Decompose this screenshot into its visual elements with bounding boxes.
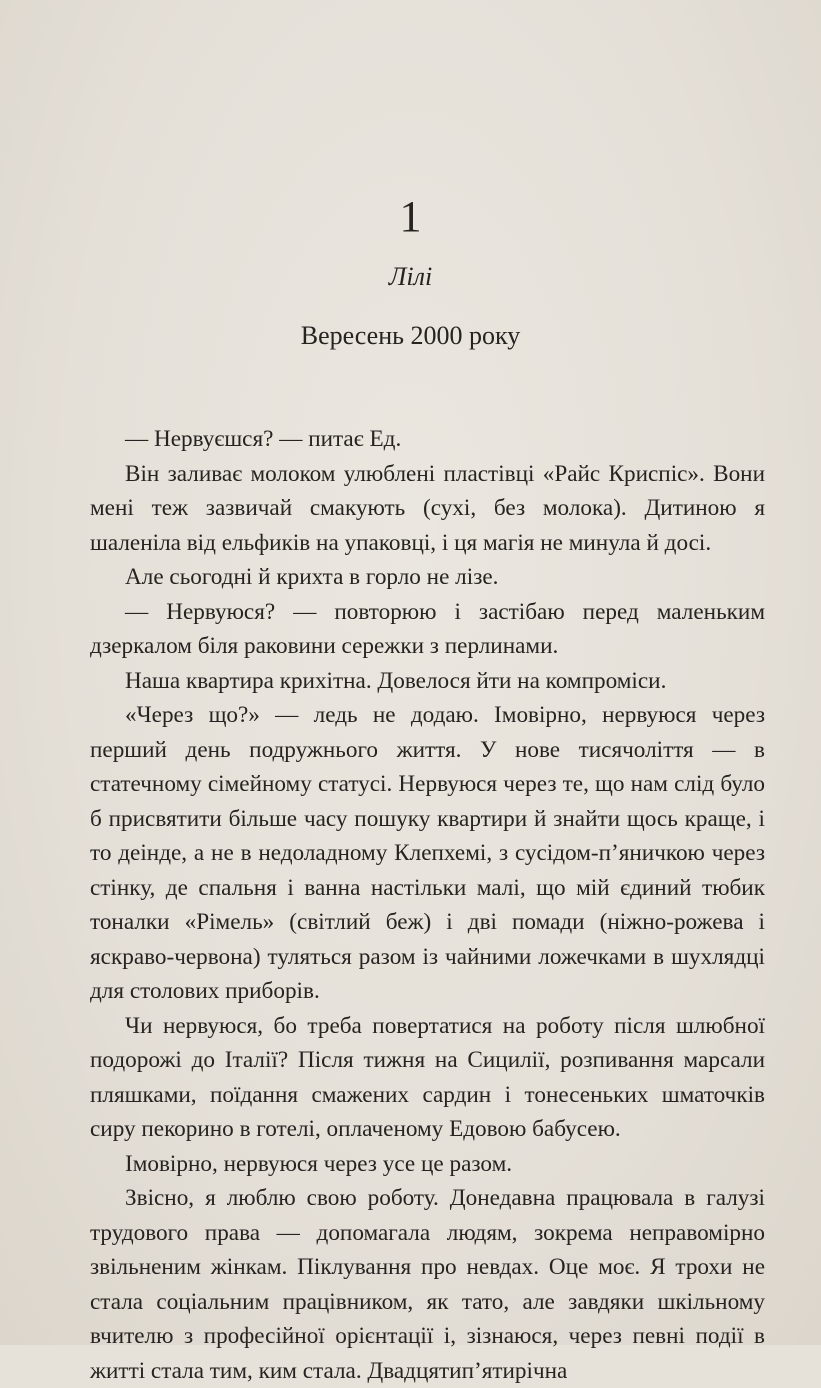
paragraph: Він заливає молоком улюблені пластівці «Райс Криспіс». Вони мені теж зазвичай смакують (сухі, без молока). Дитиною я шаленіла від ельфиків на упаковці, і ця магія не минула й досі. (90, 460, 765, 556)
paragraph: «Через що?» — ледь не додаю. Імовірно, нервуюся через перший день подружнього життя. У нове тисячоліття — в статечному сімейному статусі. Нервуюся через те, що нам слід було б присвятити більше часу пошуку квартири й знайти щось краще, і то деінде, а не в недоладному Клепхемі, з сусідом-п’яничкою через стінку, де спальня і ванна настільки малі, що мій єдиний тюбик тоналки «Рімель» (світлий беж) і дві помади (ніжно-рожева і яскраво-червона) туляться разом із чайними ложечками в шухлядці для столових приборів. (90, 702, 765, 1004)
paragraph: Імовірно, нервуюся через усе це разом. (125, 1150, 513, 1177)
chapter-body (90, 422, 765, 1388)
chapter-date: Вересень 2000 року (300, 321, 521, 350)
paragraph: — Нервуєшся? — питає Ед. (125, 426, 402, 452)
paragraph: Звісно, я люблю свою роботу. Донедавна працювала в галузі трудового права — допомагала людям, зокрема неправомірно звільненим жінкам. Піклування про невдах. Оце моє. Я трохи не стала соціальним працівником, як тато, але завдяки шкільному вчителю з професійної орієнтації і, зізнаюся, через певні події в житті стала тим, ким стала. Двадцятип’ятирічна (90, 1185, 765, 1384)
paragraph: Але сьогодні й крихта в горло не лізе. (125, 564, 499, 590)
chapter-title: Лілі (388, 262, 433, 291)
paragraph: Наша квартира крихітна. Довелося йти на компроміси. (125, 667, 667, 694)
paragraph: — Нервуюся? — повторюю і застібаю перед маленьким дзеркалом біля раковини сережки з перлинами. (90, 598, 765, 659)
paragraph: Чи нервуюся, бо треба повертатися на роботу після шлюбної подорожі до Італії? Після тижня на Сицилії, розпивання марсали пляшками, поїдання смажених сардин і тонесеньких шматочків сиру пекорино в готелі, оплаченому Едовою бабусею. (90, 1012, 765, 1142)
chapter-number: 1 (399, 192, 422, 241)
